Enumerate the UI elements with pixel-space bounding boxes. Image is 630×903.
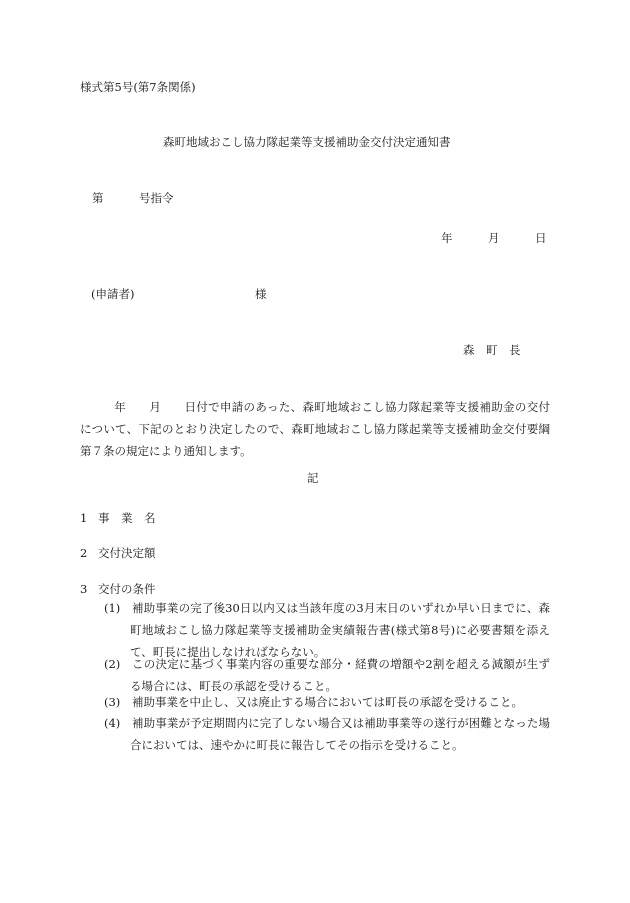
issuer: 森 町 長 [463, 343, 521, 357]
condition-number: (2) [104, 657, 121, 671]
item-label-grant-amount: 交付決定額 [98, 546, 156, 560]
condition-text: 補助事業を中止し、又は廃止する場合においては町長の承認を受けること。 [132, 695, 523, 709]
condition-text: この決定に基づく事業内容の重要な部分・経費の増額や2割を超える減額が生ずる場合には、町長の承認を受けること。 [130, 657, 550, 693]
item-number-1: 1 [80, 511, 88, 525]
condition-number: (3) [104, 695, 121, 709]
body-month: 月 [149, 400, 162, 414]
directive-gou: 号指令 [139, 191, 174, 205]
condition-3 [104, 691, 550, 713]
condition-number: (4) [104, 716, 121, 730]
body-year: 年 [114, 400, 127, 414]
condition-text: 補助事業が予定期間内に完了しない場合又は補助事業等の遂行が困難となった場合においては、速やかに町長に報告してその指示を受けること。 [130, 716, 550, 752]
applicant-honorific: 様 [255, 287, 267, 301]
form-number: 様式第5号(第7条関係) [80, 80, 196, 94]
condition-4 [104, 712, 550, 756]
item-number-3: 3 [80, 582, 88, 596]
item-number-2: 2 [80, 546, 88, 560]
directive-dai: 第 [92, 191, 104, 205]
item-label-conditions: 交付の条件 [98, 582, 156, 596]
date-month: 月 [488, 231, 500, 245]
condition-text: 補助事業の完了後30日以内又は当該年度の3月末日のいずれか早い日までに、森町地域おこし協力隊起業等支援補助金実績報告書(様式第8号)に必要書類を添えて、町長に提出しなければならない。 [130, 601, 550, 659]
ki-heading: 記 [307, 471, 319, 485]
date-year: 年 [441, 231, 453, 245]
document-title: 森町地域おこし協力隊起業等支援補助金交付決定通知書 [163, 135, 451, 149]
condition-number: (1) [104, 601, 121, 615]
date-day: 日 [535, 231, 547, 245]
body-paragraph [80, 396, 550, 462]
applicant-label: (申請者) [91, 287, 135, 301]
body-text: 日付で申請のあった、森町地域おこし協力隊起業等支援補助金の交付について、下記のとおり決定したので、森町地域おこし協力隊起業等支援補助金交付要綱第７条の規定により通知します。 [80, 400, 550, 458]
item-label-project-name: 事 業 名 [98, 511, 156, 525]
